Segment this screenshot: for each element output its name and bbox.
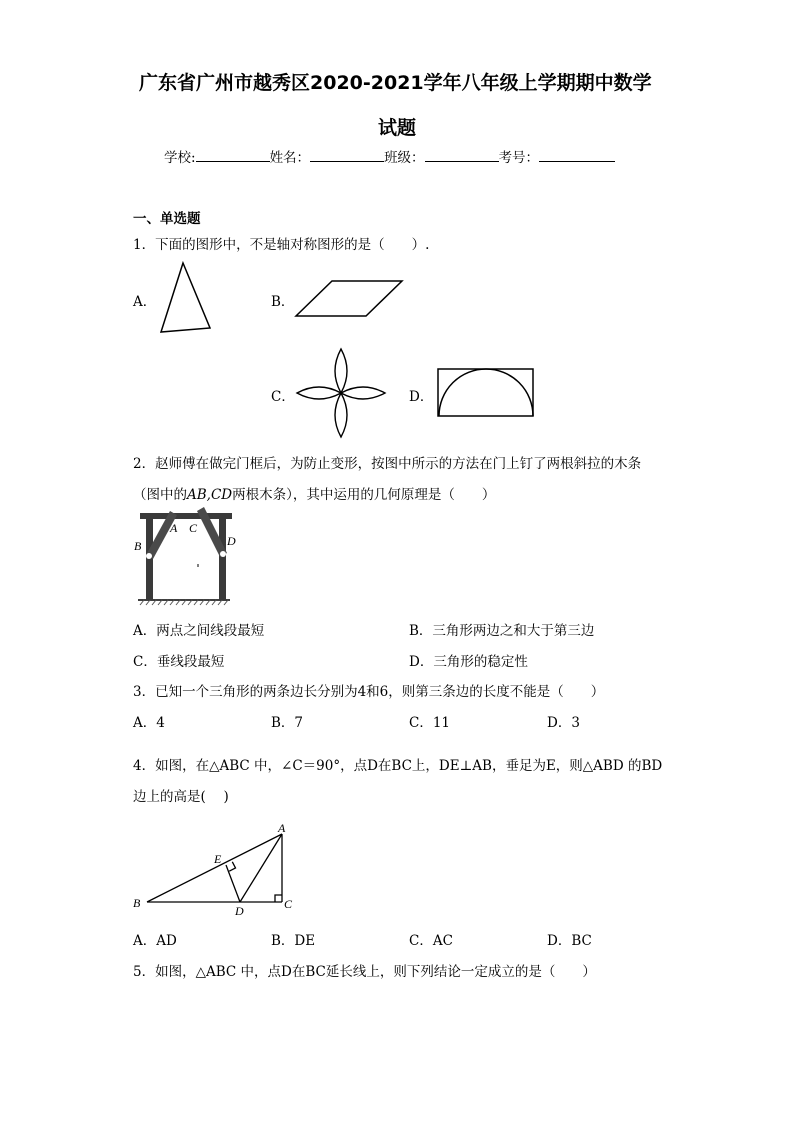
q2-stem-line1: 2．赵师傅在做完门框后，为防止变形，按图中所示的方法在门上钉了两根斜拉的木条 (133, 456, 642, 472)
class-label: 班级： (384, 150, 425, 166)
name-label: 姓名： (269, 150, 311, 166)
q2-option-b: B．三角形两边之和大于第三边 (409, 623, 595, 639)
q2-label-b: B (134, 539, 142, 553)
q4-label-b: B (133, 896, 141, 910)
q2-label-d: D (227, 534, 236, 548)
section-heading: 一、单选题 (133, 211, 201, 227)
school-blank[interactable] (196, 149, 270, 162)
q3-option-b: B．7 (271, 715, 304, 731)
q1-option-d: D． (409, 389, 434, 405)
q2-stem-pre: （图中的 (133, 487, 187, 503)
q4-triangle-figure (130, 818, 300, 918)
q2-stem-post: 两根木条），其中运用的几何原理是（ ） (232, 487, 496, 503)
q1-option-c: C． (271, 389, 295, 405)
q4-label-d: D (235, 904, 244, 918)
school-label: 学校: (164, 150, 196, 166)
name-blank[interactable] (310, 149, 384, 162)
class-blank[interactable] (425, 149, 499, 162)
q3-stem: 3．已知一个三角形的两条边长分别为4和6，则第三条边的长度不能是（ ） (133, 684, 605, 700)
q4-option-b: B．DE (271, 933, 316, 949)
q2-option-c: C．垂线段最短 (133, 654, 225, 670)
q2-label-a: A (170, 521, 178, 535)
q2-label-c: C (189, 521, 198, 535)
page-title-line2: 试题 (378, 117, 417, 139)
page-title-line1: 广东省广州市越秀区2020-2021学年八年级上学期期中数学 (139, 72, 652, 94)
q3-option-a: A．4 (133, 715, 165, 731)
q1-parallelogram-figure (294, 279, 406, 319)
exam-number-label: 考号： (498, 150, 540, 166)
q4-option-a: A．AD (133, 933, 177, 949)
q4-label-e: E (214, 852, 222, 866)
q1-semicircle-rectangle-figure (436, 367, 536, 419)
q2-door-frame-figure (134, 505, 234, 607)
q1-triangle-figure (158, 262, 214, 334)
q3-option-c: C．11 (409, 715, 451, 731)
q2-stem-line2 (133, 483, 495, 503)
student-info-row (164, 146, 615, 166)
exam-number-blank[interactable] (539, 149, 615, 162)
q2-option-d: D．三角形的稳定性 (409, 654, 528, 670)
q4-stem-line2: 边上的高是( ) (133, 789, 229, 805)
q1-stem: 1．下面的图形中，不是轴对称图形的是（ ）. (133, 237, 430, 253)
q4-label-a: A (278, 821, 286, 835)
q5-stem: 5．如图，△ABC 中，点D在BC延长线上，则下列结论一定成立的是（ ） (133, 964, 596, 980)
q4-option-d: D．BC (547, 933, 592, 949)
q4-label-c: C (284, 897, 293, 911)
q1-four-petal-figure (296, 348, 386, 438)
q4-option-c: C．AC (409, 933, 453, 949)
q1-option-b: B． (271, 294, 295, 310)
q3-option-d: D．3 (547, 715, 580, 731)
q2-option-a: A．两点之间线段最短 (133, 623, 265, 639)
q1-option-a: A． (133, 294, 157, 310)
q2-stem-math: AB,CD (187, 487, 233, 503)
q4-stem-line1: 4．如图，在△ABC 中，∠C＝90°，点D在BC上，DE⊥AB，垂足为E，则△ABD 的BD (133, 758, 663, 774)
